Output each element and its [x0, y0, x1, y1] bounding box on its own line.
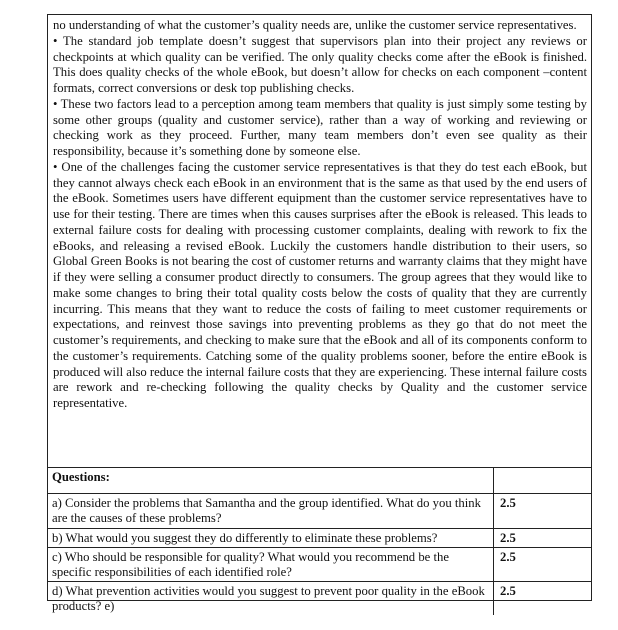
case-paragraph: no understanding of what the customer’s quality needs are, unlike the customer service representatives.: [53, 18, 577, 32]
questions-header-row: [48, 468, 591, 494]
case-bullet-template: • The standard job template doesn’t suggest that supervisors plan into their project any reviews or checkpoints at which quality can be verified. The only quality checks come after the eBook is finished. This does quality checks of the whole eBook, but doesn’t allow for checks on each component –content formats, correct conversions or desk top publishing checks.: [53, 33, 587, 95]
case-bullet-perception: • These two factors lead to a perception among team members that quality is just simply some testing by some other groups (quality and customer service), rather than a way of working and reviewing or checking work as they proceed. Further, many team members don’t even see quality as their responsibility, because it’s something done by someone else.: [53, 96, 587, 158]
question-marks: 2.5: [494, 582, 592, 616]
questions-heading: Questions:: [52, 470, 110, 484]
question-text: c) Who should be responsible for quality? What would you recommend be the specific responsibilities of each identified role?: [48, 548, 494, 582]
question-row: [48, 494, 591, 529]
question-row: [48, 582, 591, 616]
question-row: [48, 548, 591, 582]
questions-table: [48, 468, 591, 615]
question-marks: 2.5: [494, 548, 592, 582]
question-row: [48, 529, 591, 548]
marks-header-cell: [494, 468, 592, 494]
document-frame: [47, 14, 592, 613]
question-marks: 2.5: [494, 494, 592, 529]
question-text: a) Consider the problems that Samantha and the group identified. What do you think are the causes of these problems?: [48, 494, 494, 529]
question-text: d) What prevention activities would you suggest to prevent poor quality in the eBook products? e): [48, 582, 494, 616]
case-study-text: [48, 15, 591, 468]
question-text: b) What would you suggest they do differently to eliminate these problems?: [48, 529, 494, 548]
question-marks: 2.5: [494, 529, 592, 548]
case-bullet-challenges: • One of the challenges facing the customer service representatives is that they do test each eBook, but they cannot always check each eBook in an environment that is the same as that used by the end users of the eBook. Sometimes users have different equipment than the customer service representatives have to use for their testing. There are times when this causes surprises after the eBook is released. This leads to external failure costs for dealing with processing customer complaints, dealing with rework to fix the eBooks, and releasing a revised eBook. Luckily the customers handle distribution to their users, so Global Green Books is not bearing the cost of customer returns and warranty claims that they might have if they were selling a consumer product directly to consumers. The group agrees that they would like to make some changes to bring their total quality costs below the costs of quality that they are currently incurring. This means that they want to reduce the costs of failing to meet customer requirements or expectations, and reinvest those savings into preventing problems as they go that do not meet the customer’s requirements, and checking to make sure that the eBook and all of its components conform to the customer’s requirements. Catching some of the quality problems sooner, before the entire eBook is produced will also reduce the internal failure costs that they are experiencing. These internal failure costs are rework and re-checking following the quality checks by Quality and the customer service representative.: [53, 159, 587, 410]
